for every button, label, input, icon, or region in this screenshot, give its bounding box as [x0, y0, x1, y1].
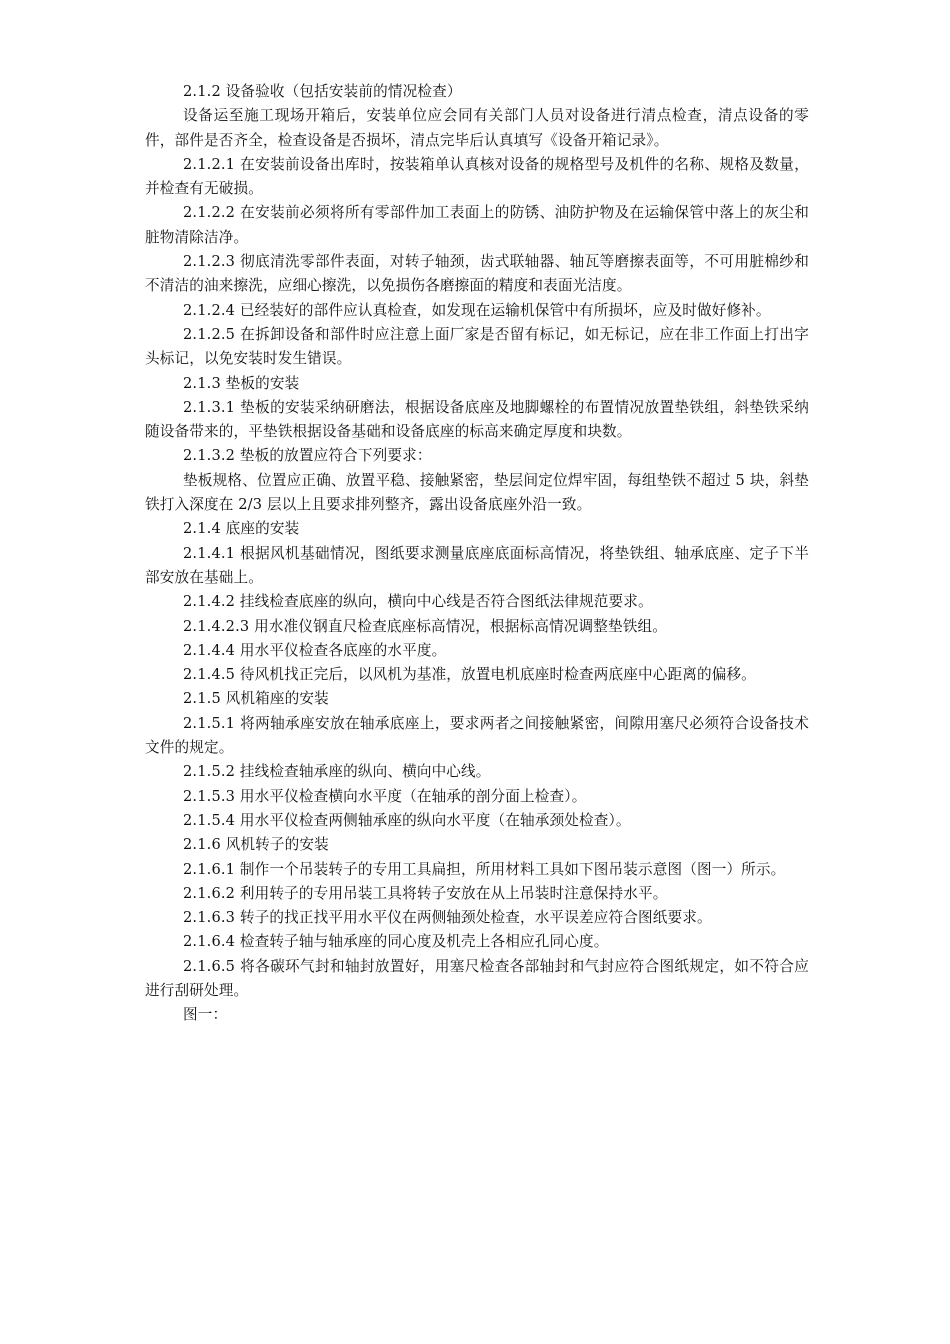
paragraph: 2.1.2.1 在安装前设备出库时，按装箱单认真核对设备的规格型号及机件的名称、规格及数量，并检查有无破损。 — [145, 155, 809, 198]
paragraph: 2.1.6.3 转子的找正找平用水平仪在两侧轴颈处检查，水平误差应符合图纸要求。 — [183, 909, 712, 927]
section-heading-2-1-4: 2.1.4 底座的安装 — [183, 520, 300, 538]
paragraph: 2.1.3.2 垫板的放置应符合下列要求： — [183, 447, 432, 465]
paragraph: 2.1.6.5 将各碳环气封和轴封放置好，用塞尺检查各部轴封和气封应符合图纸规定，如不符合应进行刮研处理。 — [145, 957, 809, 999]
paragraph: 2.1.5.4 用水平仪检查两侧轴承座的纵向水平度（在轴承颈处检查）。 — [183, 811, 631, 829]
paragraph: 2.1.4.1 根据风机基础情况，图纸要求测量底座底面标高情况，将垫铁组、轴承底座、定子下半部安放在基础上。 — [145, 544, 809, 586]
paragraph: 2.1.3.1 垫板的安装采纳研磨法，根据设备底座及地脚螺栓的布置情况放置垫铁组，斜垫铁采纳随设备带来的，平垫铁根据设备基础和设备底座的标高来确定厚度和块数。 — [145, 398, 809, 441]
section-heading-2-1-6: 2.1.6 风机转子的安装 — [183, 836, 329, 854]
paragraph: 2.1.6.1 制作一个吊装转子的专用工具扁担，所用材料工具如下图吊装示意图（图一）所示。 — [183, 860, 786, 878]
document-body — [145, 80, 809, 1028]
paragraph: 2.1.4.4 用水平仪检查各底座的水平度。 — [183, 641, 447, 659]
figure-label: 图一： — [183, 1006, 228, 1024]
paragraph: 2.1.5.3 用水平仪检查横向水平度（在轴承的剖分面上检查）。 — [183, 787, 587, 805]
paragraph: 2.1.2.5 在拆卸设备和部件时应注意上面厂家是否留有标记，如无标记，应在非工作面上打出字头标记，以免安装时发生错误。 — [145, 325, 809, 368]
paragraph: 2.1.2.3 彻底清洗零部件表面，对转子轴颈，齿式联轴器、轴瓦等磨擦表面等，不可用脏棉纱和不清洁的油来擦洗，应细心擦洗，以免损伤各磨擦面的精度和表面光洁度。 — [145, 253, 809, 295]
paragraph: 2.1.4.2 挂线检查底座的纵向，横向中心线是否符合图纸法律规范要求。 — [183, 593, 653, 611]
section-heading-2-1-5: 2.1.5 风机箱座的安装 — [183, 690, 329, 708]
paragraph: 2.1.2.2 在安装前必须将所有零部件加工表面上的防锈、油防护物及在运输保管中落上的灰尘和脏物清除洁净。 — [145, 204, 809, 246]
paragraph: 2.1.5.2 挂线检查轴承座的纵向、横向中心线。 — [183, 763, 491, 781]
section-heading-2-1-2: 2.1.2 设备验收（包括安装前的情况检查） — [183, 83, 462, 100]
paragraph: 2.1.5.1 将两轴承座安放在轴承底座上，要求两者之间接触紧密，间隙用塞尺必须符合设备技术文件的规定。 — [145, 714, 809, 757]
paragraph: 2.1.6.2 利用转子的专用吊装工具将转子安放在从上吊装时注意保持水平。 — [183, 884, 668, 902]
paragraph: 2.1.4.2.3 用水准仪钢直尺检查底座标高情况，根据标高情况调整垫铁组。 — [183, 617, 667, 635]
paragraph: 垫板规格、位置应正确、放置平稳、接触紧密，垫层间定位焊牢固，每组垫铁不超过 5 块，斜垫铁打入深度在 2/3 层以上且要求排列整齐，露出设备底座外沿一致。 — [145, 471, 809, 514]
paragraph: 2.1.2.4 已经装好的部件应认真检查，如发现在运输机保管中有所损坏，应及时做好修补。 — [183, 301, 771, 319]
paragraph: 设备运至施工现场开箱后，安装单位应会同有关部门人员对设备进行清点检查，清点设备的零件，部件是否齐全，检查设备是否损坏，清点完毕后认真填写《设备开箱记录》。 — [145, 107, 809, 149]
section-heading-2-1-3: 2.1.3 垫板的安装 — [183, 374, 300, 392]
paragraph: 2.1.4.5 待风机找正完后，以风机为基准，放置电机底座时检查两底座中心距离的偏移。 — [183, 666, 756, 684]
paragraph: 2.1.6.4 检查转子轴与轴承座的同心度及机壳上各相应孔同心度。 — [183, 933, 609, 951]
